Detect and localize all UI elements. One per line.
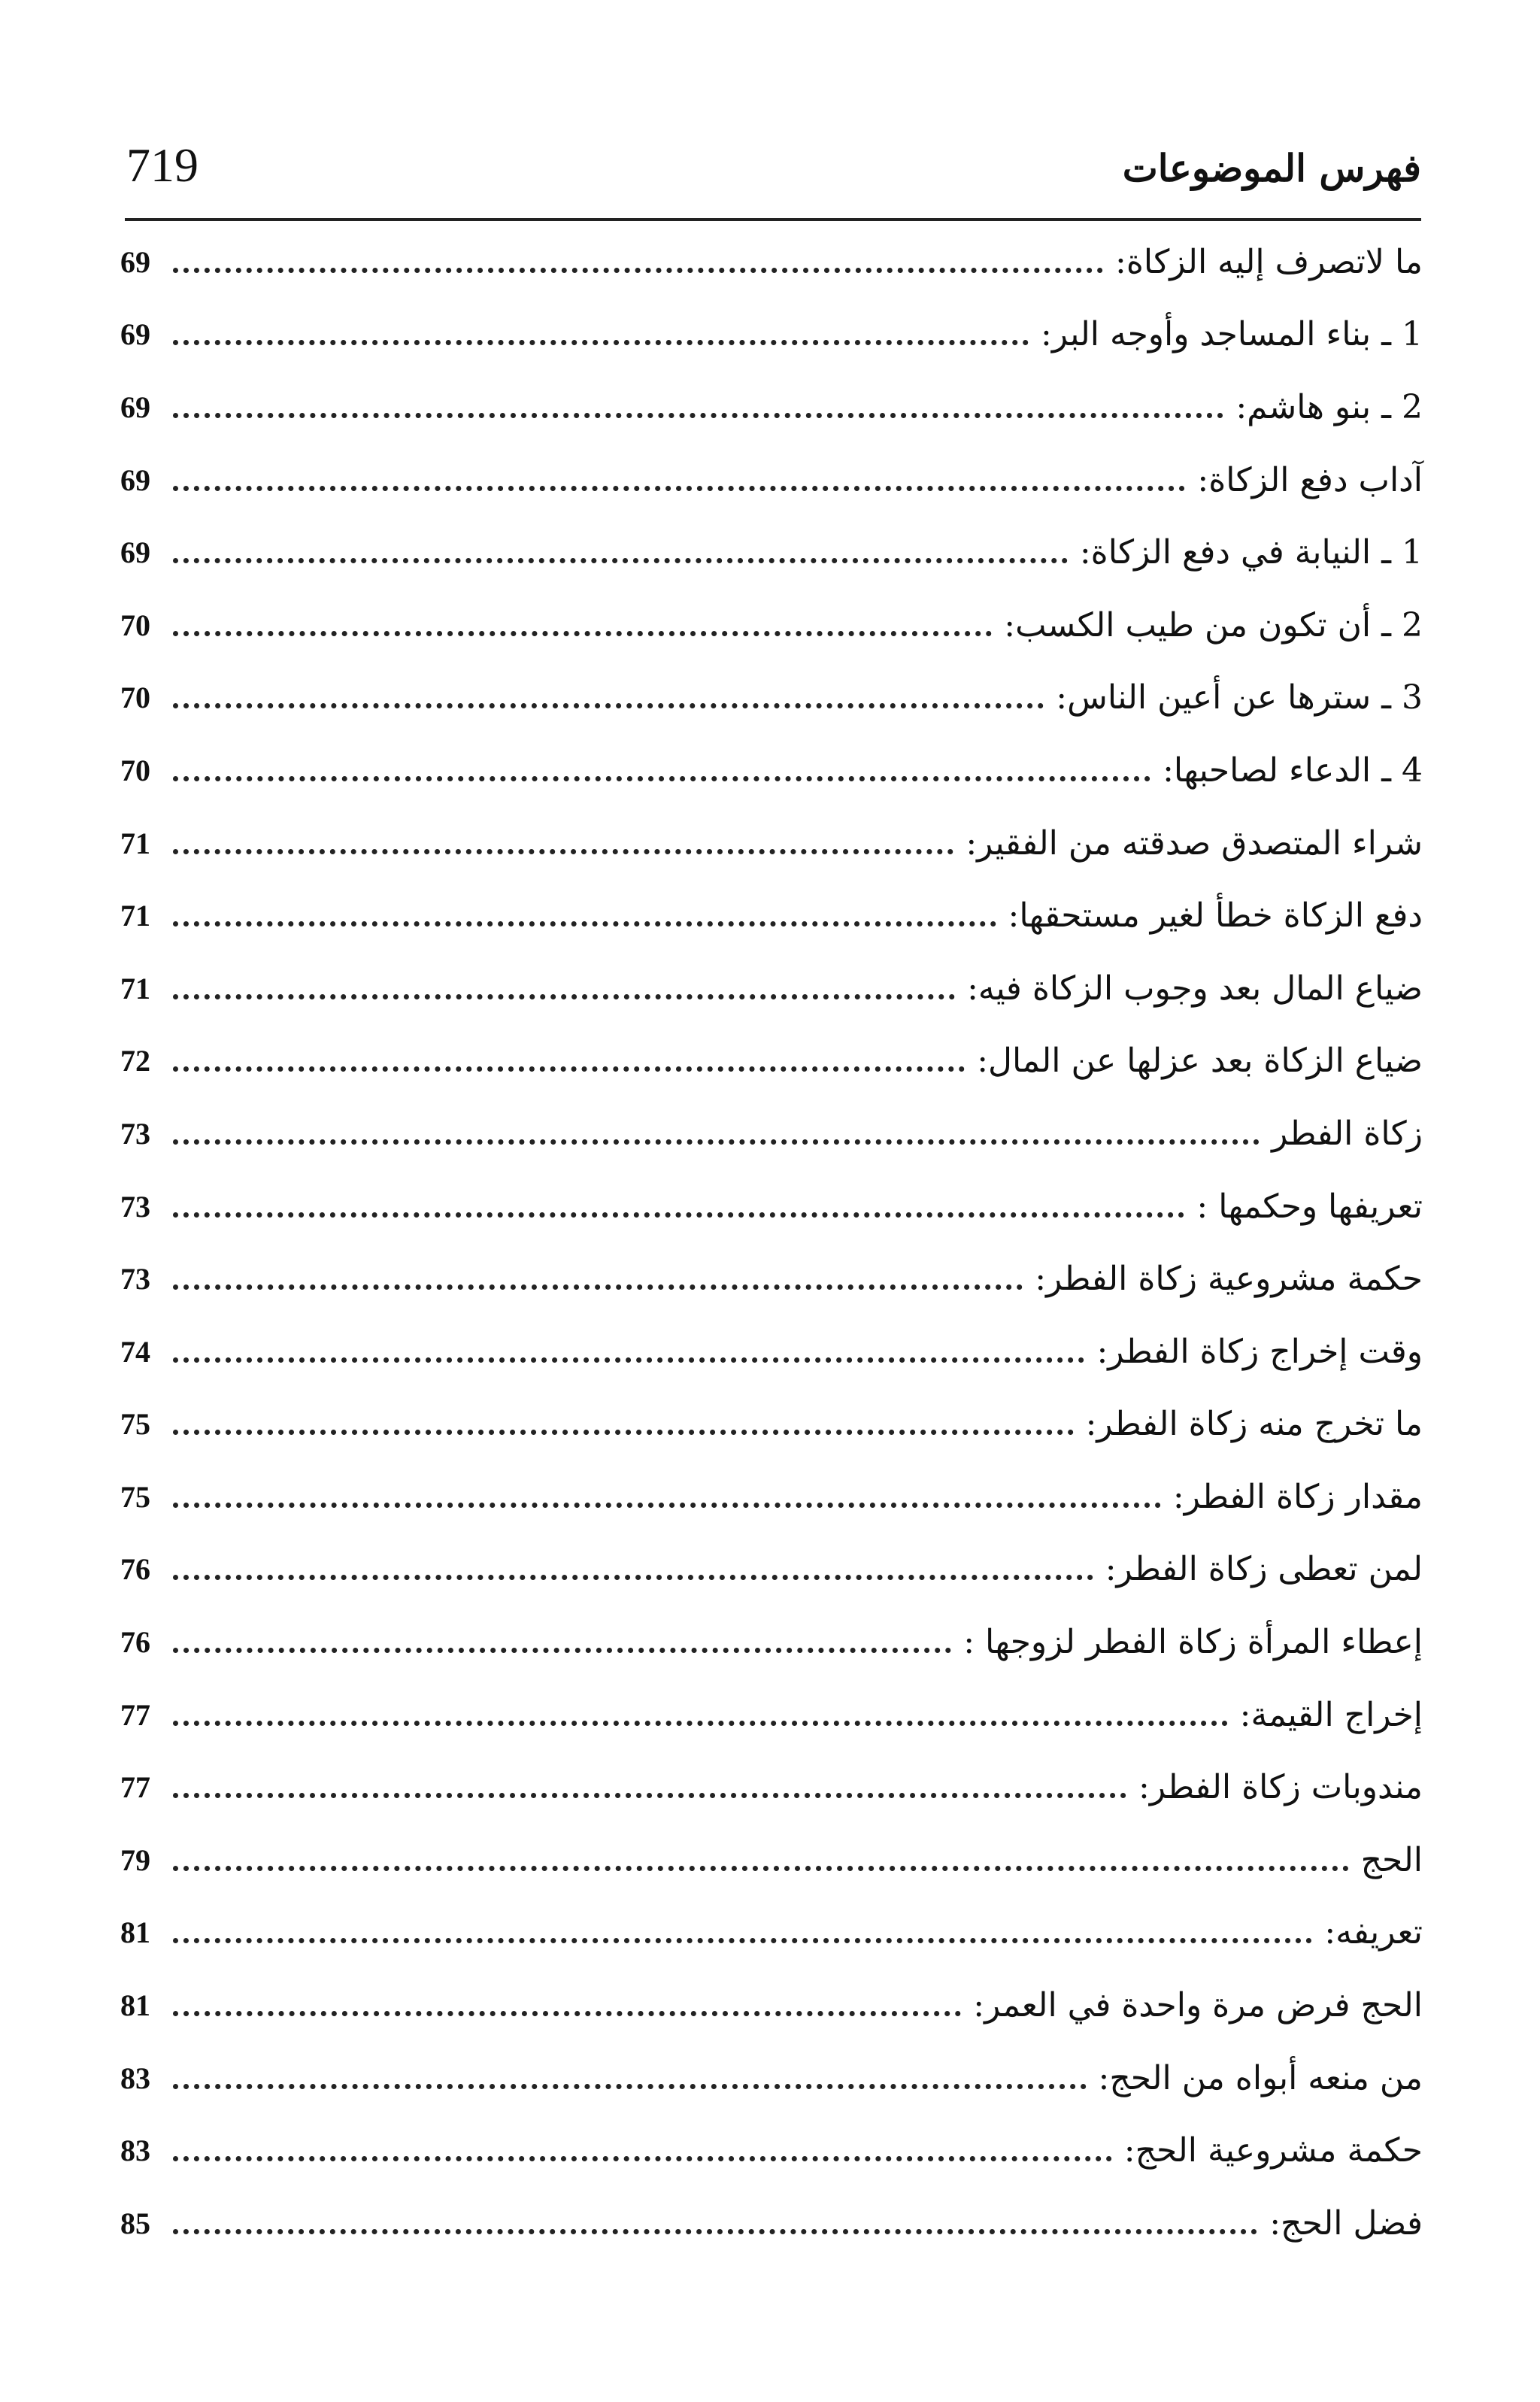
toc-entry[interactable] — [120, 1533, 1423, 1606]
toc-entry-title: من منعه أبواه من الحج: — [1098, 2058, 1423, 2097]
toc-entry-page-number: 76 — [120, 1552, 150, 1587]
toc-entry-page-number: 71 — [120, 826, 150, 860]
toc-entry-page-number: 75 — [120, 1479, 150, 1514]
toc-entry-page-number: 83 — [120, 2134, 150, 2168]
toc-entry[interactable] — [120, 1097, 1423, 1170]
toc-entry-page-number: 69 — [120, 244, 150, 279]
dot-leader — [173, 994, 955, 999]
toc-entry-page-number: 69 — [120, 535, 150, 570]
dot-leader — [173, 776, 1150, 781]
toc-entry[interactable] — [120, 2114, 1423, 2187]
toc-entry-title: الحج — [1360, 1840, 1423, 1879]
toc-entry-title: فضل الحج: — [1269, 2203, 1423, 2243]
toc-entry[interactable] — [120, 226, 1423, 299]
toc-entry-page-number: 75 — [120, 1407, 150, 1442]
toc-entry-page-number: 73 — [120, 1262, 150, 1297]
toc-entry-page-number: 76 — [120, 1625, 150, 1660]
section-title: فهرس الموضوعات — [1122, 146, 1421, 190]
toc-entry[interactable] — [120, 952, 1423, 1025]
dot-leader — [173, 2084, 1087, 2089]
toc-entry-title: 3 ـ سترها عن أعين الناس: — [1056, 678, 1423, 717]
toc-entry-page-number: 72 — [120, 1044, 150, 1078]
dot-leader — [173, 1648, 951, 1653]
toc-entry[interactable] — [120, 1606, 1423, 1679]
toc-entry[interactable] — [120, 299, 1423, 372]
dot-leader — [173, 2011, 961, 2016]
toc-entry[interactable] — [120, 1242, 1423, 1315]
toc-entry-title: دفع الزكاة خطأ لغير مستحقها: — [1008, 896, 1423, 936]
toc-entry-page-number: 79 — [120, 1842, 150, 1877]
toc-entry-title: لمن تعطى زكاة الفطر: — [1105, 1550, 1423, 1589]
toc-entry-title: 4 ـ الدعاء لصاحبها: — [1163, 751, 1423, 790]
dot-leader — [173, 486, 1185, 491]
dot-leader — [173, 1866, 1349, 1871]
toc-entry[interactable] — [120, 1897, 1423, 1970]
toc-entry-title: تعريفها وحكمها : — [1196, 1187, 1423, 1226]
page-number: 719 — [126, 138, 199, 192]
toc-entry[interactable] — [120, 1969, 1423, 2042]
toc-entry-title: مقدار زكاة الفطر: — [1172, 1477, 1423, 1516]
toc-entry-title: زكاة الفطر — [1272, 1114, 1423, 1153]
toc-entry-title: شراء المتصدق صدقته من الفقير: — [966, 823, 1423, 863]
toc-entry-page-number: 73 — [120, 1116, 150, 1151]
dot-leader — [173, 1721, 1228, 1726]
toc-entry-page-number: 77 — [120, 1697, 150, 1732]
toc-entry[interactable] — [120, 807, 1423, 880]
dot-leader — [173, 413, 1223, 418]
dot-leader — [173, 703, 1044, 708]
toc-entry-page-number: 83 — [120, 2061, 150, 2095]
toc-entry-title: ما لاتصرف إليه الزكاة: — [1115, 242, 1423, 281]
toc-entry[interactable] — [120, 879, 1423, 952]
dot-leader — [173, 921, 996, 927]
toc-entry-page-number: 71 — [120, 971, 150, 1005]
toc-entry-title: مندوبات زكاة الفطر: — [1138, 1768, 1423, 1807]
toc-entry[interactable] — [120, 589, 1423, 662]
toc-entry-page-number: 81 — [120, 1988, 150, 2023]
dot-leader — [173, 1066, 965, 1072]
toc-entry[interactable] — [120, 2042, 1423, 2115]
table-of-contents — [120, 226, 1423, 2260]
toc-entry-title: 2 ـ أن تكون من طيب الكسب: — [1004, 605, 1423, 644]
dot-leader — [173, 631, 992, 636]
dot-leader — [173, 1938, 1312, 1943]
toc-entry-page-number: 81 — [120, 1915, 150, 1950]
toc-entry-page-number: 70 — [120, 608, 150, 642]
toc-entry-title: 1 ـ بناء المساجد وأوجه البر: — [1041, 315, 1423, 354]
toc-entry[interactable] — [120, 734, 1423, 807]
toc-entry-page-number: 74 — [120, 1334, 150, 1369]
toc-entry-title: وقت إخراج زكاة الفطر: — [1096, 1332, 1423, 1371]
toc-entry-page-number: 70 — [120, 681, 150, 715]
dot-leader — [173, 1503, 1161, 1508]
dot-leader — [173, 1139, 1260, 1145]
toc-entry[interactable] — [120, 2187, 1423, 2260]
toc-entry[interactable] — [120, 1388, 1423, 1461]
toc-entry[interactable] — [120, 1315, 1423, 1388]
toc-entry[interactable] — [120, 662, 1423, 735]
toc-entry-title: 2 ـ بنو هاشم: — [1235, 387, 1423, 426]
dot-leader — [173, 1430, 1074, 1435]
toc-entry-page-number: 73 — [120, 1189, 150, 1224]
toc-entry-title: إعطاء المرأة زكاة الفطر لزوجها : — [963, 1623, 1423, 1662]
toc-entry-title: إخراج القيمة: — [1239, 1695, 1423, 1734]
page-header — [125, 135, 1421, 218]
toc-entry[interactable] — [120, 516, 1423, 589]
toc-entry-title: حكمة مشروعية الحج: — [1123, 2131, 1423, 2170]
dot-leader — [173, 2156, 1112, 2161]
toc-entry[interactable] — [120, 1460, 1423, 1533]
toc-entry-page-number: 69 — [120, 390, 150, 424]
dot-leader — [173, 1357, 1084, 1363]
dot-leader — [173, 1575, 1093, 1580]
toc-entry-title: ما تخرج منه زكاة الفطر: — [1085, 1405, 1423, 1444]
dot-leader — [173, 1212, 1184, 1218]
dot-leader — [173, 849, 953, 854]
toc-entry-title: الحج فرض مرة واحدة في العمر: — [973, 1986, 1423, 2025]
toc-entry[interactable] — [120, 1751, 1423, 1824]
toc-entry[interactable] — [120, 371, 1423, 444]
toc-entry-title: ضياع الزكاة بعد عزلها عن المال: — [977, 1042, 1423, 1081]
toc-entry[interactable] — [120, 444, 1423, 517]
toc-entry-title: حكمة مشروعية زكاة الفطر: — [1035, 1260, 1423, 1299]
dot-leader — [173, 1284, 1023, 1290]
header-rule — [125, 218, 1421, 221]
toc-entry-page-number: 69 — [120, 463, 150, 497]
toc-entry-page-number: 70 — [120, 753, 150, 787]
toc-entry[interactable] — [120, 1025, 1423, 1098]
dot-leader — [173, 558, 1068, 563]
toc-entry-page-number: 71 — [120, 899, 150, 933]
toc-entry-title: آداب دفع الزكاة: — [1197, 460, 1423, 499]
toc-entry-page-number: 69 — [120, 317, 150, 352]
dot-leader — [173, 1793, 1126, 1798]
toc-entry-page-number: 77 — [120, 1770, 150, 1805]
toc-entry-title: 1 ـ النيابة في دفع الزكاة: — [1079, 533, 1423, 572]
toc-entry-title: ضياع المال بعد وجوب الزكاة فيه: — [967, 969, 1423, 1008]
dot-leader — [173, 2229, 1257, 2234]
dot-leader — [173, 340, 1029, 345]
dot-leader — [173, 268, 1103, 273]
toc-entry[interactable] — [120, 1679, 1423, 1751]
toc-entry[interactable] — [120, 1170, 1423, 1243]
toc-entry[interactable] — [120, 1824, 1423, 1897]
toc-entry-page-number: 85 — [120, 2206, 150, 2240]
toc-entry-title: تعريفه: — [1324, 1913, 1423, 1952]
